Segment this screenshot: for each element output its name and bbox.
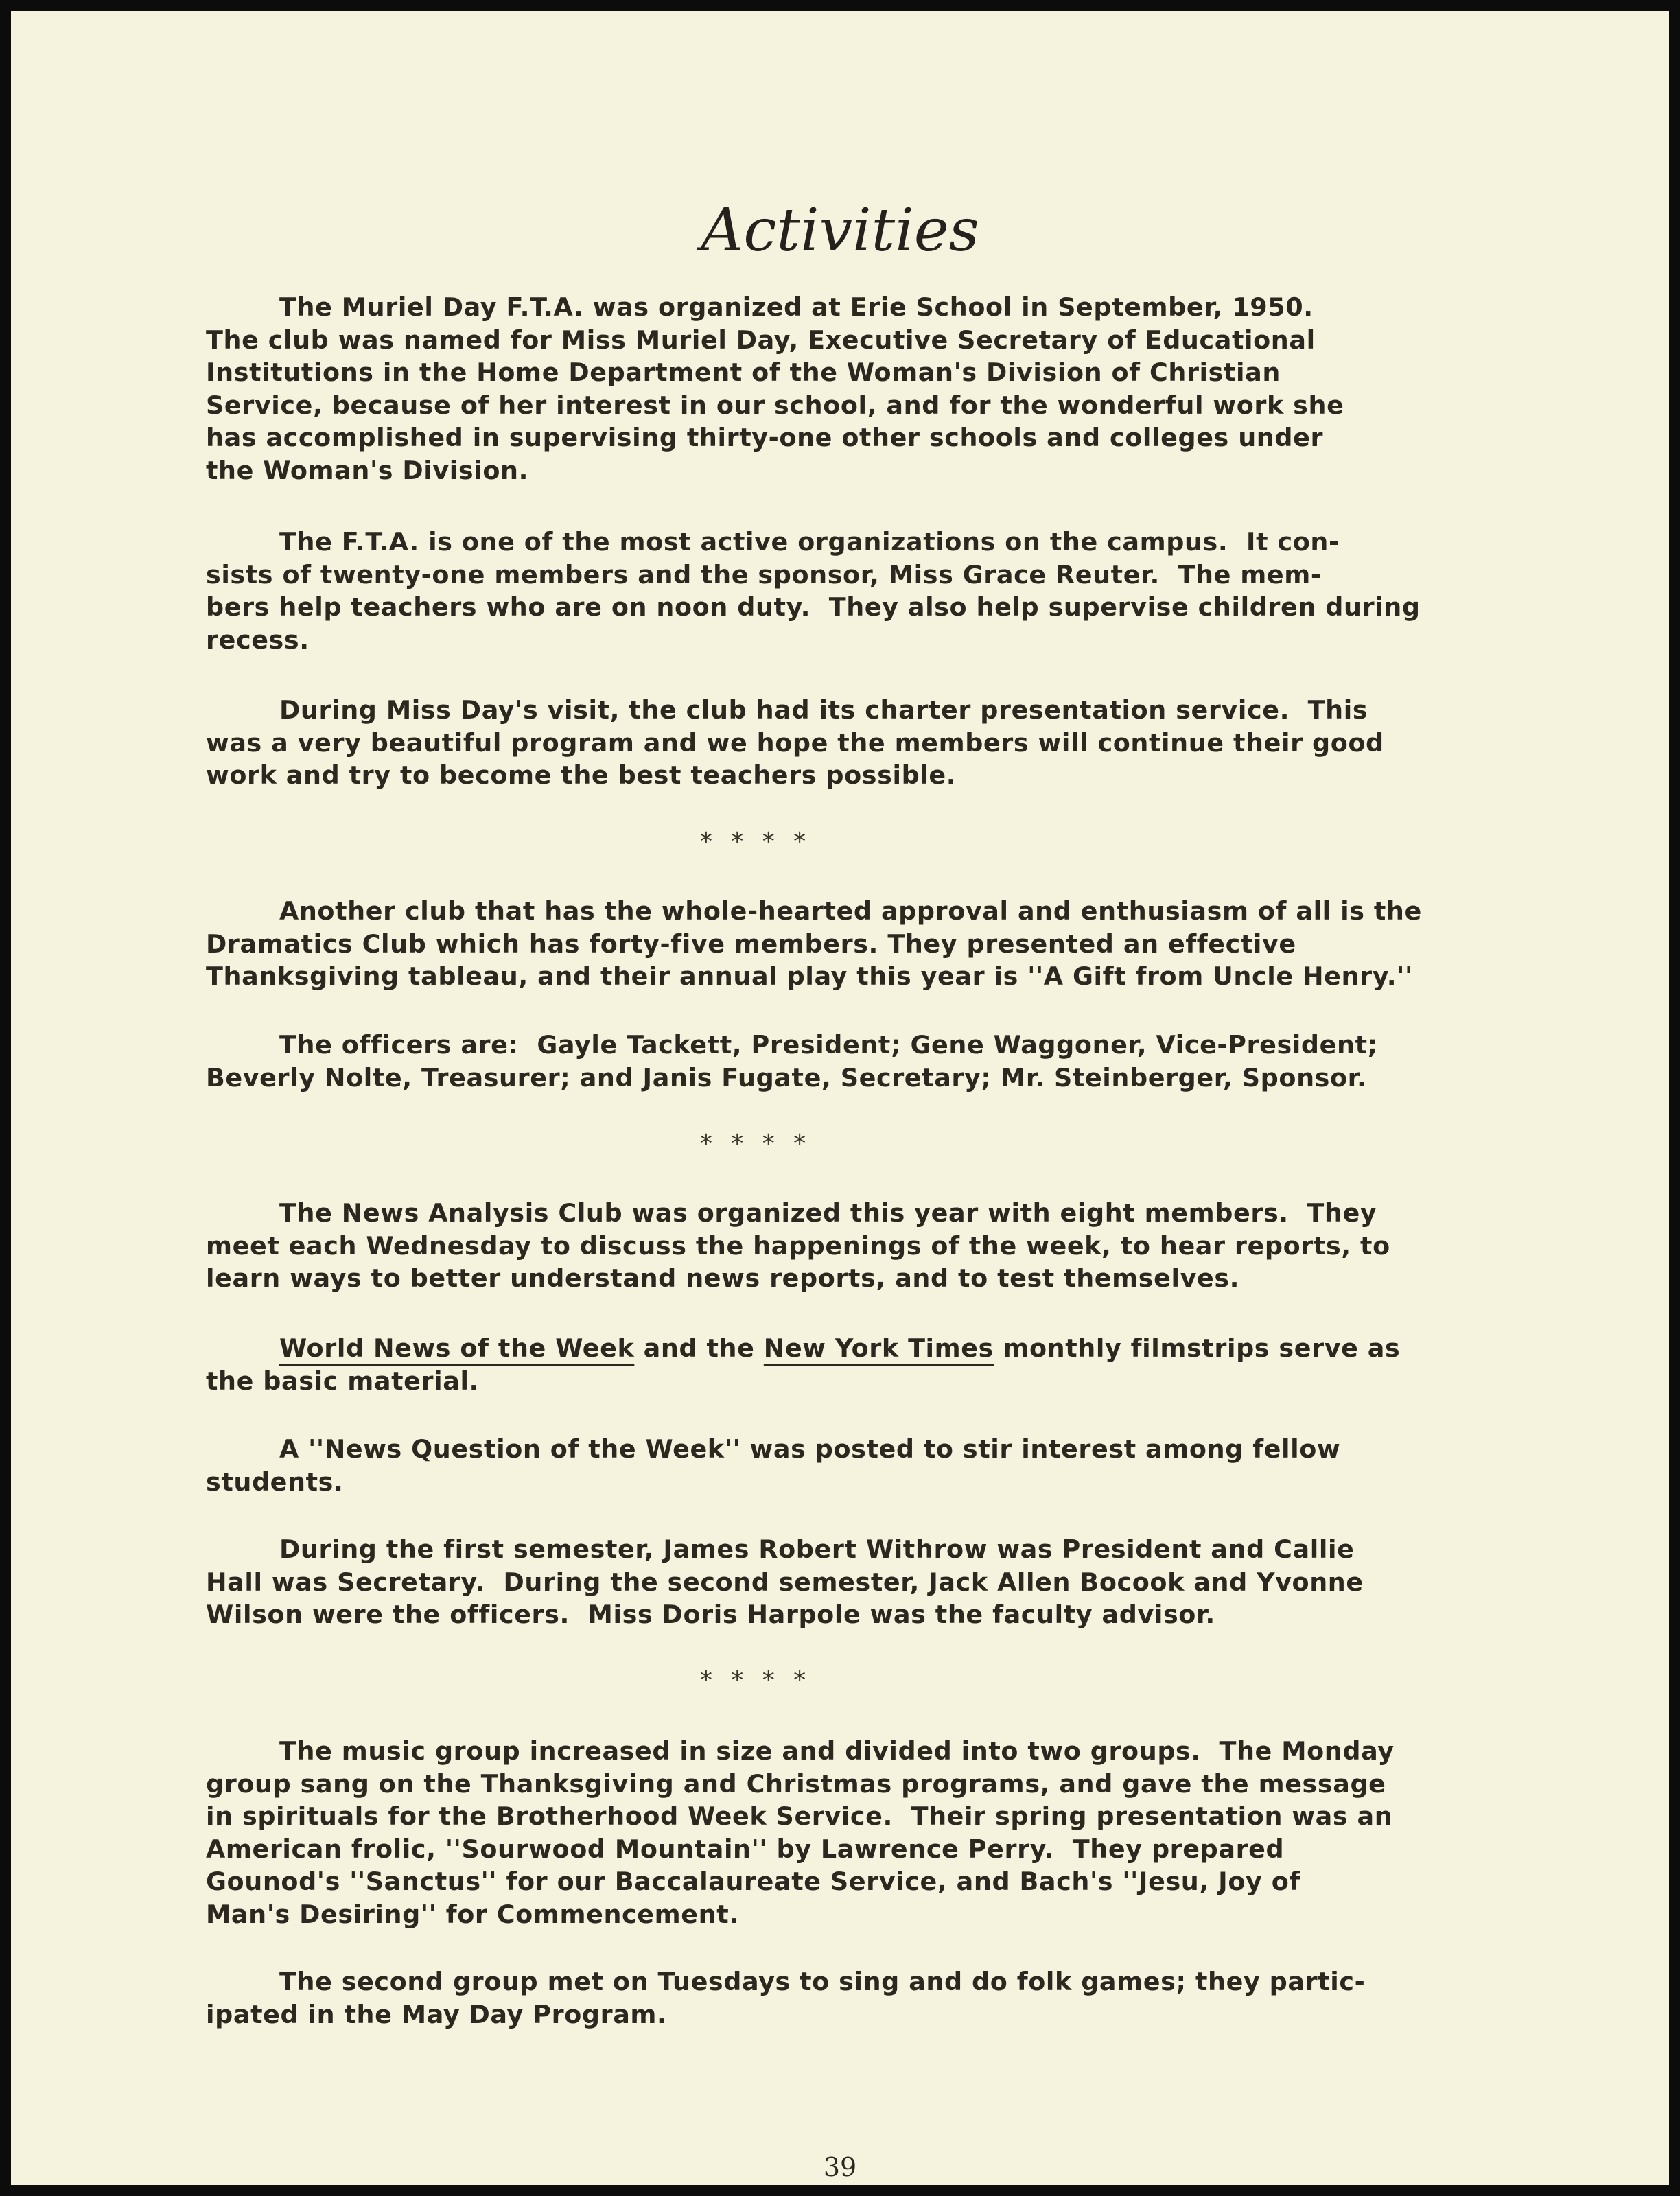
section-divider: * * * *: [699, 1666, 812, 1694]
text-line: was a very beautiful program and we hope the members will continue their good: [206, 727, 1384, 758]
text-line: Service, because of her interest in our school, and for the wonderful work she: [206, 390, 1344, 420]
text-line: Dramatics Club which has forty-five members. They presented an effective: [206, 928, 1296, 959]
text-line: Man's Desiring'' for Commencement.: [206, 1899, 739, 1929]
page-title: Activities: [701, 196, 979, 265]
text-line: Institutions in the Home Department of the Woman's Division of Christian: [206, 358, 1281, 387]
page-number: 39: [823, 2152, 857, 2182]
text-fragment: and the: [634, 1333, 764, 1363]
text-line: Wilson were the officers. Miss Doris Harpole was the faculty advisor.: [206, 1600, 1215, 1629]
text-line: bers help teachers who are on noon duty. They also help supervise children during: [206, 592, 1421, 622]
text-line: The officers are: Gayle Tackett, President; Gene Waggoner, Vice-President;: [279, 1030, 1378, 1060]
text-line: the basic material.: [206, 1366, 480, 1396]
text-line: meet each Wednesday to discuss the happenings of the week, to hear reports, to: [206, 1230, 1390, 1261]
text-line: students.: [206, 1467, 344, 1497]
paragraph-news-club-officers: [206, 1533, 1364, 1631]
text-line: group sang on the Thanksgiving and Christmas programs, and gave the message: [206, 1768, 1386, 1799]
text-line: in spirituals for the Brotherhood Week Service. Their spring presentation was an: [206, 1801, 1393, 1831]
text-line: The Muriel Day F.T.A. was organized at Erie School in September, 1950.: [279, 292, 1314, 322]
text-line: The News Analysis Club was organized this year with eight members. They: [279, 1198, 1377, 1228]
text-line: recess.: [206, 624, 310, 655]
text-line: ipated in the May Day Program.: [206, 1999, 667, 2029]
text-line: The second group met on Tuesdays to sing and do folk games; they partic-: [279, 1967, 1366, 1996]
text-line: [206, 1332, 1400, 1365]
text-line: the Woman's Division.: [206, 455, 529, 485]
paragraph-dramatics-officers: [206, 1029, 1378, 1094]
paragraph-fta-organized: [206, 291, 1344, 487]
text-line: sists of twenty-one members and the sponsor, Miss Grace Reuter. The mem-: [206, 559, 1322, 589]
text-line: The club was named for Miss Muriel Day, Executive Secretary of Educational: [206, 325, 1316, 355]
text-line: The F.T.A. is one of the most active organizations on the campus. It con-: [279, 527, 1340, 557]
text-fragment: monthly filmstrips serve as: [994, 1333, 1401, 1363]
text-line: Hall was Secretary. During the second semester, Jack Allen Bocook and Yvonne: [206, 1567, 1364, 1597]
text-line: Gounod's ''Sanctus'' for our Baccalaureate Service, and Bach's ''Jesu, Joy of: [206, 1867, 1300, 1896]
new-york-times-title: New York Times: [763, 1333, 994, 1363]
paragraph-news-question: [206, 1433, 1340, 1498]
text-line: The music group increased in size and divided into two groups. The Monday: [279, 1736, 1395, 1766]
paragraph-dramatics-club: [206, 895, 1422, 993]
text-line: American frolic, ''Sourwood Mountain'' by Lawrence Perry. They prepared: [206, 1834, 1285, 1864]
paragraph-fta-active: [206, 526, 1421, 656]
text-line: During Miss Day's visit, the club had its charter presentation service. This: [279, 695, 1368, 725]
text-line: Another club that has the whole-hearted approval and enthusiasm of all is the: [279, 896, 1422, 926]
section-divider: * * * *: [699, 1130, 812, 1158]
text-line: has accomplished in supervising thirty-one other schools and colleges under: [206, 423, 1324, 452]
text-line: Thanksgiving tableau, and their annual play this year is ''A Gift from Uncle Henry.'': [206, 961, 1413, 991]
world-news-title: World News of the Week: [279, 1333, 635, 1363]
text-line: learn ways to better understand news reports, and to test themselves.: [206, 1263, 1240, 1293]
paragraph-news-analysis-club: [206, 1197, 1390, 1295]
document-page: [11, 11, 1669, 2185]
paragraph-music-group: [206, 1735, 1395, 1930]
text-line: A ''News Question of the Week'' was posted to stir interest among fellow: [279, 1434, 1341, 1464]
paragraph-charter-service: [206, 694, 1384, 792]
text-line: work and try to become the best teachers possible.: [206, 760, 957, 790]
paragraph-second-music-group: [206, 1965, 1365, 2031]
paragraph-filmstrips: [206, 1332, 1400, 1397]
section-divider: * * * *: [699, 828, 812, 856]
text-line: Beverly Nolte, Treasurer; and Janis Fugate, Secretary; Mr. Steinberger, Sponsor.: [206, 1062, 1367, 1093]
text-line: During the first semester, James Robert Withrow was President and Callie: [279, 1534, 1355, 1564]
